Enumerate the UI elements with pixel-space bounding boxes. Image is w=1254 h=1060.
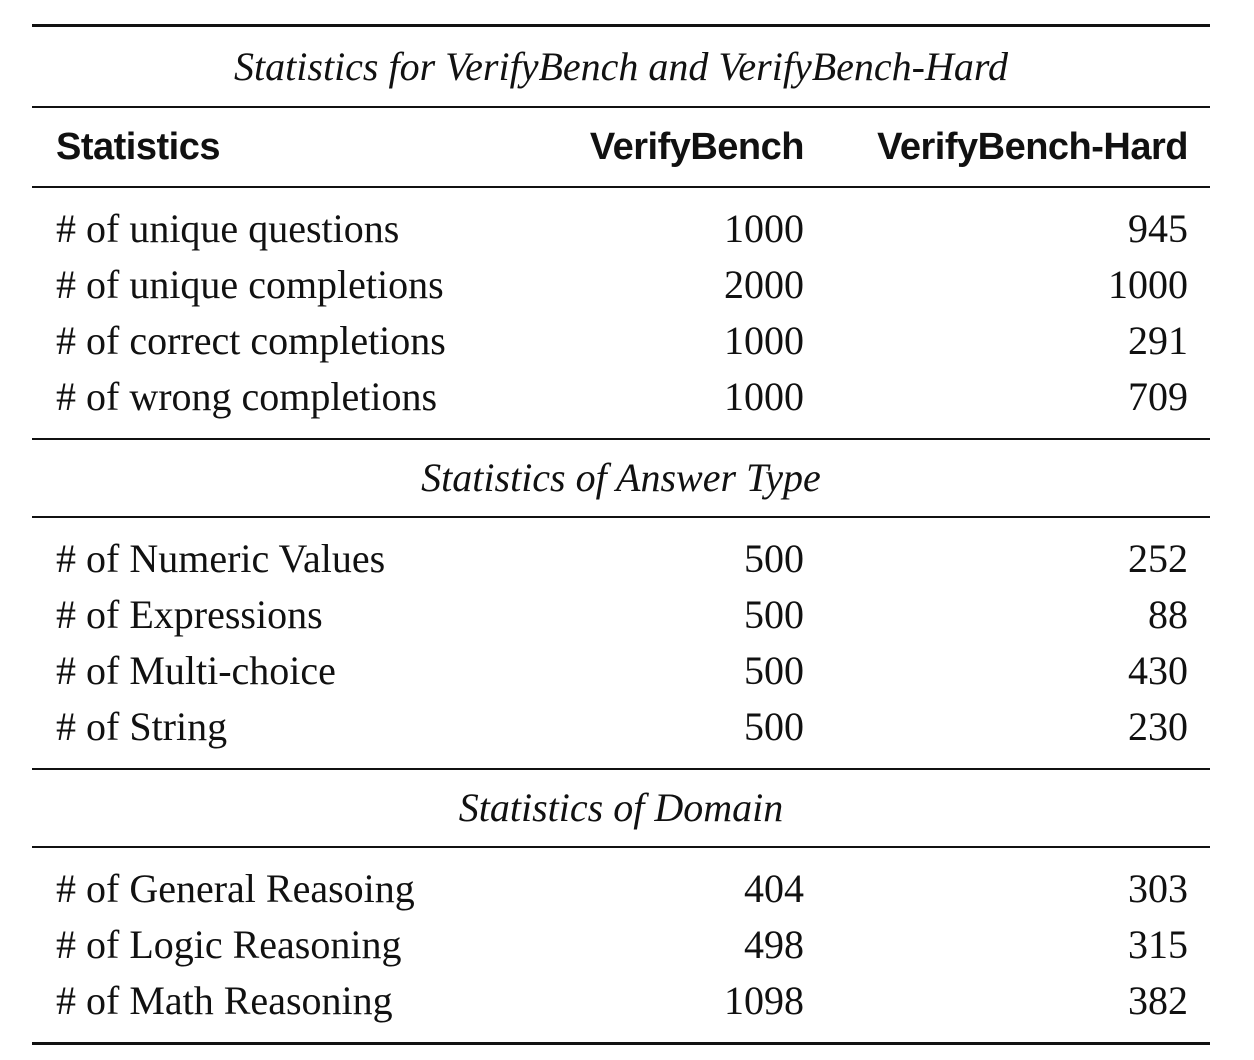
row-label: # of Math Reasoning [56,977,393,1023]
header-row [32,108,1210,186]
row-label: # of wrong completions [56,373,438,419]
row-label: # of Multi-choice [56,647,336,693]
row-label: # of Numeric Values [56,535,386,581]
header-statistics: Statistics [56,125,220,168]
table-row [32,916,1210,972]
verifybench-hard-value: 382 [1128,977,1188,1023]
verifybench-hard-value: 252 [1128,535,1188,581]
verifybench-value: 500 [744,591,804,637]
table-row [32,586,1210,642]
bottom-rule [32,1042,1210,1045]
verifybench-value: 1000 [724,317,804,363]
verifybench-value: 498 [744,921,804,967]
row-label: # of String [56,703,228,749]
table-row [32,860,1210,916]
table-row [32,698,1210,754]
verifybench-hard-value: 88 [1148,591,1188,637]
verifybench-value: 2000 [724,261,804,307]
verifybench-value: 1000 [724,373,804,419]
table-row [32,642,1210,698]
verifybench-value: 1098 [724,977,804,1023]
section-title-answer-type: Statistics of Answer Type [421,455,821,500]
row-label: # of General Reasoing [56,865,415,911]
header-verifybench-hard: VerifyBench-Hard [877,125,1188,168]
table-row [32,972,1210,1028]
verifybench-hard-value: 315 [1128,921,1188,967]
verifybench-value: 404 [744,865,804,911]
row-label: # of Expressions [56,591,323,637]
row-label: # of unique questions [56,205,400,251]
table-row [32,312,1210,368]
table-row [32,530,1210,586]
table-row [32,256,1210,312]
verifybench-hard-value: 430 [1128,647,1188,693]
verifybench-value: 500 [744,647,804,693]
section-title-domain: Statistics of Domain [458,785,784,830]
table-row [32,368,1210,424]
row-label: # of unique completions [56,261,444,307]
table-caption: Statistics for VerifyBench and VerifyBench-Hard [234,44,1008,89]
verifybench-hard-value: 945 [1128,205,1188,251]
verifybench-hard-value: 230 [1128,703,1188,749]
row-label: # of correct completions [56,317,446,363]
verifybench-value: 500 [744,535,804,581]
verifybench-hard-value: 709 [1128,373,1188,419]
table-row [32,200,1210,256]
header-verifybench: VerifyBench [589,125,804,168]
verifybench-hard-value: 303 [1128,865,1188,911]
row-label: # of Logic Reasoning [56,921,402,967]
verifybench-hard-value: 1000 [1108,261,1188,307]
statistics-table [32,24,1210,1045]
verifybench-value: 500 [744,703,804,749]
verifybench-value: 1000 [724,205,804,251]
verifybench-hard-value: 291 [1128,317,1188,363]
